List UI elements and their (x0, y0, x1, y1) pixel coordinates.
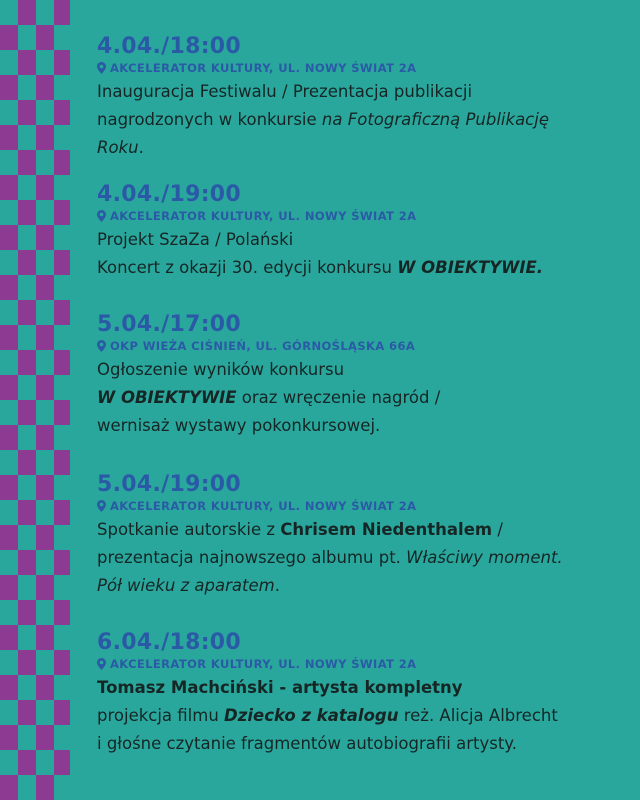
description-line (97, 254, 637, 282)
checker-cell (0, 25, 18, 50)
event-description (97, 226, 637, 282)
event-location-text: OKP WIEŻA CIŚNIEŃ, UL. GÓRNOŚLĄSKA 66A (110, 339, 416, 353)
checker-cell (36, 25, 54, 50)
description-line (97, 572, 637, 600)
checker-cell (36, 375, 54, 400)
checker-cell (36, 575, 54, 600)
checker-cell (18, 550, 36, 575)
checker-cell (0, 725, 18, 750)
checker-cell (0, 575, 18, 600)
description-line: Tomasz Machciński - artysta kompletny (97, 678, 463, 697)
map-pin-icon (97, 340, 106, 352)
checker-cell (18, 100, 36, 125)
checker-cell (18, 500, 36, 525)
text: . (138, 138, 144, 157)
description-line (97, 134, 637, 162)
checker-cell (36, 475, 54, 500)
event-date: 5.04./19:00 (97, 472, 242, 497)
checker-cell (0, 275, 18, 300)
text: nagrodzonych w konkursie (97, 110, 322, 129)
checker-cell (36, 325, 54, 350)
checker-cell (36, 175, 54, 200)
event-location-text: AKCELERATOR KULTURY, UL. NOWY ŚWIAT 2A (110, 657, 417, 671)
publication-title: na Fotograficzną Publikację (321, 110, 549, 129)
description-line (97, 544, 637, 572)
description-line (97, 384, 637, 412)
checker-cell (18, 250, 36, 275)
checker-cell (0, 425, 18, 450)
event-description (97, 674, 637, 758)
event-description (97, 356, 637, 440)
checker-cell (0, 125, 18, 150)
event-date: 4.04./18:00 (97, 34, 242, 59)
text: Spotkanie autorskie z (97, 520, 281, 539)
checker-cell (36, 225, 54, 250)
checker-cell (0, 375, 18, 400)
checker-cell (18, 400, 36, 425)
checker-cell (18, 150, 36, 175)
text: . (274, 576, 280, 595)
description-line (97, 106, 637, 134)
author-name: Chrisem Niedenthalem (280, 520, 493, 539)
description-line (97, 516, 637, 544)
event-3 (97, 312, 637, 440)
checker-cell (0, 75, 18, 100)
album-title: Pół wieku z aparatem (97, 576, 275, 595)
contest-name: W OBIEKTYWIE. (397, 258, 544, 277)
event-4 (97, 472, 637, 600)
checker-cell (36, 525, 54, 550)
map-pin-icon (97, 658, 106, 670)
text: projekcja filmu (97, 706, 225, 725)
event-location (97, 60, 637, 76)
event-location-text: AKCELERATOR KULTURY, UL. NOWY ŚWIAT 2A (110, 209, 417, 223)
checker-cell (18, 50, 36, 75)
checker-cell (18, 200, 36, 225)
checker-cell (0, 625, 18, 650)
map-pin-icon (97, 500, 106, 512)
text: / (492, 520, 503, 539)
checker-cell (18, 300, 36, 325)
event-date: 4.04./19:00 (97, 182, 242, 207)
checkerboard-border (0, 0, 72, 800)
event-location (97, 498, 637, 514)
event-location (97, 338, 637, 354)
checker-cell (36, 75, 54, 100)
checker-cell (36, 675, 54, 700)
publication-title: Roku (97, 138, 139, 157)
checker-cell (18, 450, 36, 475)
checker-cell (36, 625, 54, 650)
checker-cell (0, 475, 18, 500)
event-description (97, 78, 637, 162)
event-date: 6.04./18:00 (97, 630, 242, 655)
description-line (97, 702, 637, 730)
description-line: wernisaż wystawy pokonkursowej. (97, 416, 381, 435)
border-divider (70, 0, 74, 800)
map-pin-icon (97, 62, 106, 74)
description-line: Projekt SzaZa / Polański (97, 230, 294, 249)
checker-cell (36, 125, 54, 150)
checker-cell (0, 675, 18, 700)
checker-cell (0, 325, 18, 350)
checker-cell (0, 175, 18, 200)
event-location (97, 656, 637, 672)
text: oraz wręczenie nagród / (236, 388, 441, 407)
map-pin-icon (97, 210, 106, 222)
contest-name: W OBIEKTYWIE (97, 388, 237, 407)
checker-cell (0, 775, 18, 800)
event-1 (97, 34, 637, 162)
checker-cell (36, 425, 54, 450)
album-title: Właściwy moment. (406, 548, 563, 567)
description-line: Inauguracja Festiwalu / Prezentacja publikacji (97, 82, 473, 101)
description-line: Ogłoszenie wyników konkursu (97, 360, 345, 379)
description-line: i głośne czytanie fragmentów autobiografii artysty. (97, 734, 517, 753)
checker-cell (36, 275, 54, 300)
event-description (97, 516, 637, 600)
film-title: Dziecko z katalogu (224, 706, 399, 725)
checker-cell (18, 700, 36, 725)
checker-cell (0, 525, 18, 550)
event-5 (97, 630, 637, 758)
checker-cell (36, 725, 54, 750)
event-location (97, 208, 637, 224)
checker-cell (18, 350, 36, 375)
event-2 (97, 182, 637, 282)
event-date: 5.04./17:00 (97, 312, 242, 337)
event-location-text: AKCELERATOR KULTURY, UL. NOWY ŚWIAT 2A (110, 499, 417, 513)
checker-cell (18, 650, 36, 675)
event-location-text: AKCELERATOR KULTURY, UL. NOWY ŚWIAT 2A (110, 61, 417, 75)
text: Koncert z okazji 30. edycji konkursu (97, 258, 398, 277)
text: prezentacja najnowszego albumu pt. (97, 548, 407, 567)
checker-cell (18, 750, 36, 775)
checker-cell (0, 225, 18, 250)
checker-cell (36, 775, 54, 800)
checker-cell (18, 0, 36, 25)
checker-cell (18, 600, 36, 625)
text: reż. Alicja Albrecht (398, 706, 558, 725)
